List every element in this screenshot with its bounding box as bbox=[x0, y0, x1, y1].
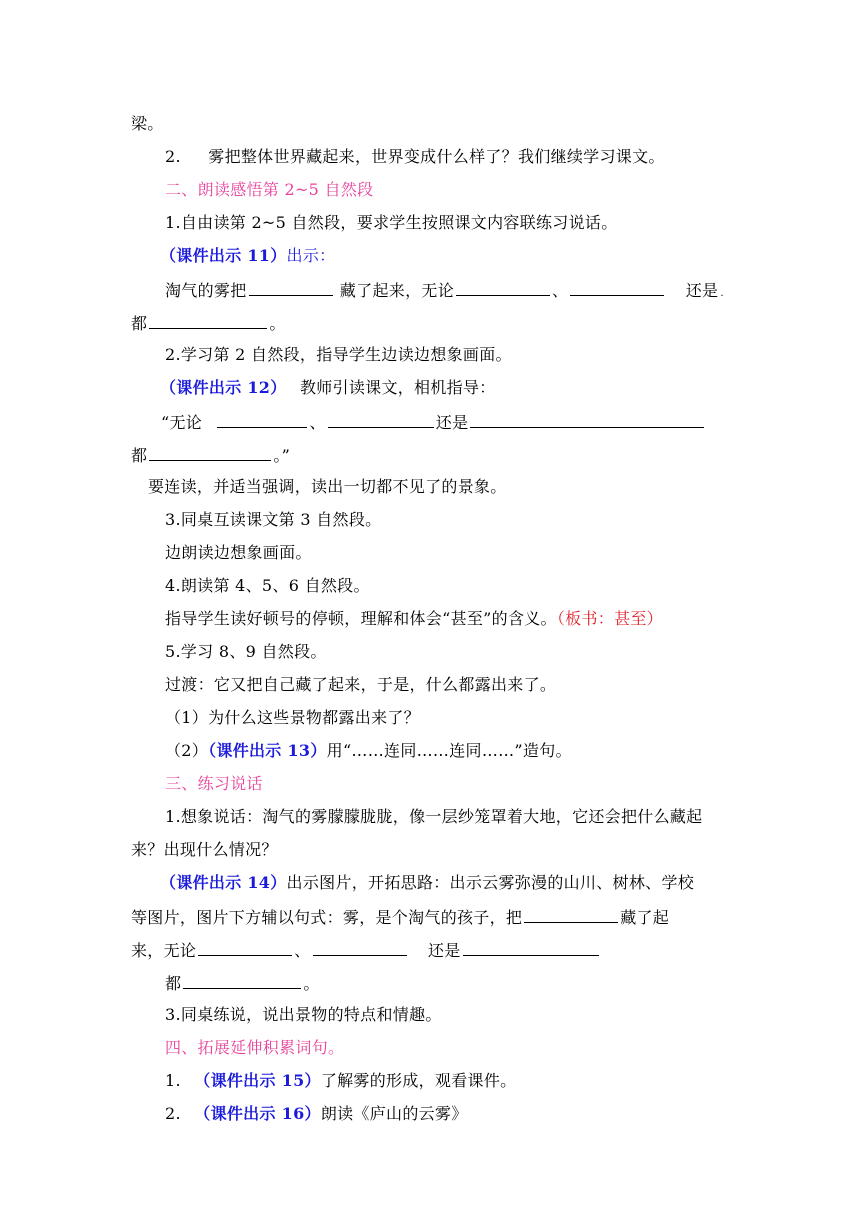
paragraph-line: 过渡：它又把自己藏了起来，于是，什么都露出来了。 bbox=[165, 675, 557, 694]
blank-line bbox=[524, 906, 618, 923]
fill-in-sentence: 来，无论 、 还是 bbox=[131, 939, 601, 959]
paragraph-line: 2. （课件出示 16）朗读《庐山的云雾》 bbox=[165, 1104, 468, 1123]
paragraph-line: 1.想象说话：淘气的雾朦朦胧胧，像一层纱笼罩着大地，它还会把什么藏起 bbox=[165, 807, 703, 826]
paragraph-line: （课件出示 11）出示： bbox=[160, 246, 336, 265]
fill-in-sentence: 都 。 bbox=[131, 314, 286, 333]
courseware-tag: （课件出示 13） bbox=[208, 741, 327, 760]
paragraph-line: 4.朗读第 4、5、6 自然段。 bbox=[165, 576, 370, 595]
blank-line bbox=[217, 411, 307, 428]
paragraph-line: 2. 雾把整体世界藏起来，世界变成什么样了？我们继续学习课文。 bbox=[165, 147, 665, 166]
paragraph-line: 3.同桌练说，说出景物的特点和情趣。 bbox=[165, 1005, 442, 1024]
paragraph-line: （1）为什么这些景物都露出来了？ bbox=[165, 708, 420, 727]
blank-line bbox=[149, 444, 271, 461]
fill-in-sentence: 都 。 bbox=[165, 974, 320, 993]
paragraph-line: （课件出示 14）出示图片，开拓思路：出示云雾弥漫的山川、树林、学校 bbox=[160, 873, 695, 892]
paragraph-line: 指导学生读好顿号的停顿，理解和体会“甚至”的含义。（板书：甚至） bbox=[165, 609, 663, 628]
section-heading-4: 四、拓展延伸积累词句。 bbox=[165, 1038, 345, 1057]
paragraph-line: 1. （课件出示 15）了解雾的形成，观看课件。 bbox=[165, 1071, 517, 1090]
blackboard-note: （板书：甚至） bbox=[556, 609, 663, 628]
blank-line bbox=[570, 279, 664, 296]
courseware-tag: （课件出示 11） bbox=[160, 246, 287, 265]
blank-line bbox=[328, 411, 434, 428]
paragraph-line: 2.学习第 2 自然段，指导学生边读边想象画面。 bbox=[165, 345, 512, 364]
blank-line bbox=[463, 939, 599, 956]
paragraph-line: 梁。 bbox=[131, 114, 164, 133]
paragraph-line: 要连读，并适当强调，读出一切都不见了的景象。 bbox=[148, 477, 507, 496]
paragraph-line: （2）（课件出示 13）用“……连同……连同……”造句。 bbox=[165, 741, 572, 760]
courseware-tag: （课件出示 12） bbox=[160, 378, 287, 397]
courseware-tag: （课件出示 16） bbox=[194, 1104, 321, 1123]
paragraph-line: 3.同桌互读课文第 3 自然段。 bbox=[165, 510, 382, 529]
courseware-tag: （课件出示 14） bbox=[160, 873, 287, 892]
fill-in-sentence: 淘气的雾把 藏了起来，无论 、 还是 . bbox=[165, 281, 724, 300]
blank-line bbox=[456, 279, 550, 296]
section-heading-2: 二、朗读感悟第 2~5 自然段 bbox=[165, 180, 374, 199]
blank-line bbox=[313, 939, 407, 956]
section-heading-3: 三、练习说话 bbox=[165, 774, 263, 793]
paragraph-line: 边朗读边想象画面。 bbox=[165, 543, 312, 562]
blank-line bbox=[470, 411, 704, 428]
blank-line bbox=[249, 279, 333, 296]
blank-line bbox=[149, 312, 267, 329]
blank-line bbox=[183, 972, 301, 989]
fill-in-sentence: 等图片，图片下方辅以句式：雾，是个淘气的孩子，把 藏了起 bbox=[131, 908, 670, 927]
fill-in-sentence: 都 。” bbox=[131, 446, 291, 465]
blank-line bbox=[198, 939, 292, 956]
paragraph-line: （课件出示 12） 教师引读课文，相机指导： bbox=[160, 378, 496, 397]
paragraph-line: 5.学习 8、9 自然段。 bbox=[165, 642, 327, 661]
courseware-tag: （课件出示 15） bbox=[194, 1071, 321, 1090]
paragraph-line: 1.自由读第 2~5 自然段，要求学生按照课文内容联练习说话。 bbox=[165, 213, 618, 232]
paragraph-line: 来？出现什么情况？ bbox=[131, 840, 278, 859]
fill-in-sentence: “无论 、 还是 bbox=[161, 411, 706, 431]
